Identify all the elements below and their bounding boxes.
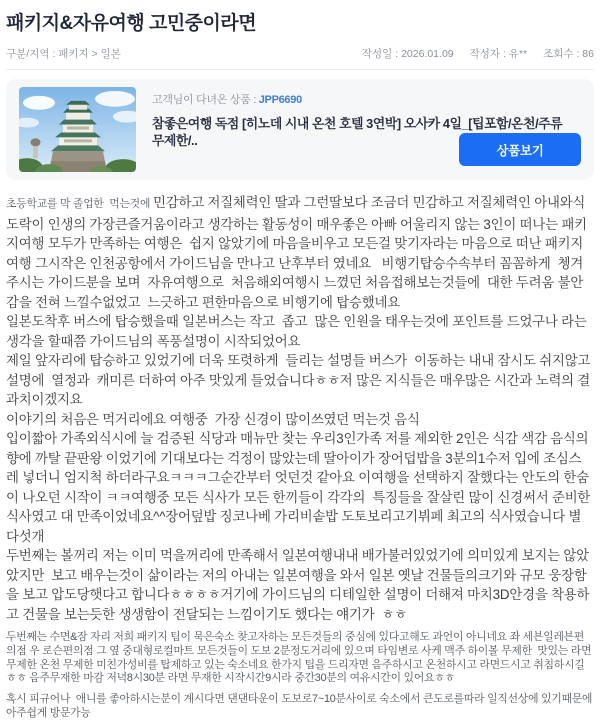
post-author: 작성자 : 유** xyxy=(469,48,528,60)
product-thumbnail[interactable] xyxy=(19,87,136,172)
product-code-line xyxy=(152,91,581,107)
review-body xyxy=(6,193,594,721)
product-code-link[interactable]: JPP6690 xyxy=(258,94,302,106)
post-meta-row xyxy=(6,46,594,70)
review-paragraph: 일본도착후 버스에 탑승했을때 일본버스는 작고 좁고 많은 인원을 태우는것에 포인트를 드었구나 라는 생각을 할때쯤 가이드님의 폭풍설명이 시작되었어요 xyxy=(6,314,591,349)
product-title: 참좋은여행 독점 [히노데 시내 온천 호텔 3연박] 오사카 4일_[팁포함/온천/주류 무제한/.. xyxy=(152,116,563,148)
review-paragraph: 이야기의 처음은 먹거리에요 여행중 가장 신경이 많이쓰였던 먹는것 음식 xyxy=(6,411,420,427)
product-card xyxy=(6,79,594,180)
page-title: 패키지&자유여행 고민중이라면 xyxy=(6,13,257,34)
post-meta-right xyxy=(362,46,594,61)
product-label: 고객님이 다녀온 상품 : xyxy=(152,94,259,106)
post-views: 조회수 : 86 xyxy=(543,48,594,60)
review-paragraph-small: 혹시 피규어나 애니를 좋아하시는분이 계시다면 댄댄타운이 도보로7~10분사이로 숙소에서 큰도로를따라 일직선상에 있기때문에 아주쉽게 방문가능 xyxy=(6,693,596,719)
review-paragraph-small: 두번째는 수면&잠 자리 저희 패키지 팀이 묵은숙소 찾고자하는 모든것들의 중심에 있다고해도 과언이 아니네요 좌 세븐일레븐편의점 우 로슨편의점 그 옆 중대형로컬마트 모든것들이 도보 2분정도거리에 있으며 타임변로 사케 맥주 하이볼 무제한 맛있는 라면 무제한 온천 무제한 미친가성비를 탑제하고 있는 숙소네요 한가지 팁을 드리자면 음주하시고 온천하시고 라면드시고 취침하시길ㅎㅎ 음주무재한 마감 저녁8시30분 라면 무재한 시작시간9시라 중간30분의 여유시간이 있어요ㅎㅎ xyxy=(6,631,595,685)
osaka-castle-image xyxy=(19,87,136,172)
review-paragraph: 두번째는 볼꺼리 저는 이미 먹을꺼리에 만족해서 일본여행내내 배가불러있었기에 의미있게 보지는 않았았지만 보고 배우는것이 삶이라는 저의 아내는 일본여행을 와서 일본 옛날 건물들의크기와 규모 웅장함을 보고 압도당햇다고 합니다ㅎㅎㅎㅎ거기에 가이드님의 디테일한 설명이 더해져 마치3D안경을 착용하고 건물을 보는듯한 생생함이 전달되는 느낌이기도 했다는 얘기가 ㅎㅎ xyxy=(6,548,590,622)
review-paragraph-intro xyxy=(6,193,594,312)
review-intro-small-text: 초등학교를 막 졸업한 먹는것에 xyxy=(6,198,153,210)
view-product-button[interactable]: 상품보기 xyxy=(459,133,581,166)
post-date: 작성일 : 2026.01.09 xyxy=(361,48,454,60)
breadcrumb: 구분/지역 : 패키지 > 일본 xyxy=(6,48,121,60)
review-intro-large-text: 민감하고 저질체력인 딸과 그런딸보다 조금더 민감하고 저질체력인 아내와식도락이 인생의 가장큰즐거움이라고 생각하는 활동성이 매우좋은 아빠 어울리지 않는 3인이 떠나는 패키지여행 모두가 만족하는 여행은 쉽지 않았기에 마음을비우고 모든걸 맞기자라는 마음으로 떠난 패키지여행 그시작은 인천공항에서 가이드님을 만나고 난후부터 였네요 비행기탑승수속부터 꼼꼼하게 쳉겨주시는 가이드분을 보며 자유여행으로 처음해외여행시 느꼈던 처음접해보는것들에 대한 두려움 불안감을 전혀 느낄수없었고 느긋하고 편한마음으로 비행기에 탑승했네요 xyxy=(6,195,587,310)
review-paragraph: 입이짧아 가족외식시에 늘 검증된 식당과 매뉴만 찾는 우리3인가족 저를 제외한 2인은 식감 색감 음식의 향에 까탈 끝판왕 이었기에 기대보다는 걱정이 많았는데 딸아이가 장어덥밥을 3분의1수저 입에 조심스레 넣더니 엄지척 하더라구요ㅋㅋㅋ그순간부터 엇던것 같아요 이여행을 선택하지 잘했다는 안도의 한숨이 나오던 시작이 ㅋㅋ여행중 모든 식사가 모든 한끼들이 각각의 특징들을 잘살린 많이 신경써서 준비한 식사였고 대 만족이었네요^^장어덮밥 징코나베 가리비솥밥 도토보리고기뷔페 최고의 식사였습니다 별 다섯개 xyxy=(6,431,594,544)
review-paragraph: 제일 앞자리에 탑승하고 있었기에 더욱 또렷하게 들리는 설명들 버스가 이동하는 내내 잠시도 쉬지않고 설명에 열정과 캐미른 더하여 아주 맛있게 들었습니다ㅎㅎ저 많은 지식들은 매우많은 시간과 노력의 결과치이겠지요 xyxy=(6,353,594,407)
